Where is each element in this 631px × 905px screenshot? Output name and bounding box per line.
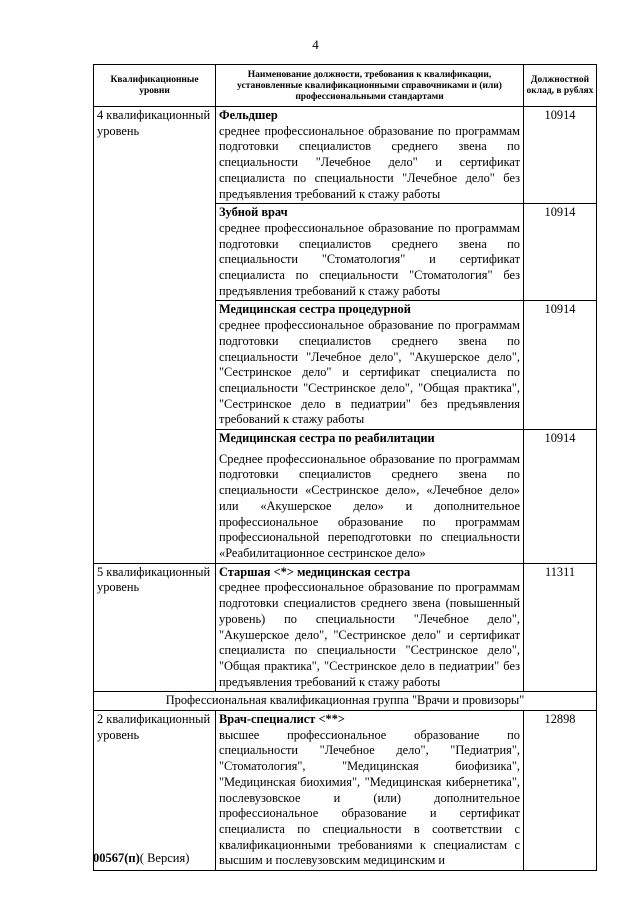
- header-levels: Квалификационные уровни: [94, 65, 216, 107]
- position-title: Зубной врач: [219, 205, 288, 220]
- position-cell: [216, 204, 524, 301]
- group-title: Профессиональная квалификационная группа "Врачи и провизоры": [94, 692, 597, 711]
- salary-cell: 12898: [524, 711, 597, 871]
- position-requirements: среднее профессиональное образование по программам подготовки специалистов среднего звена по специальности "Лечебное дело" и сертификат специалиста по специальности "Лечебное дело" без предъявления требований к стажу работы: [219, 123, 520, 201]
- table-row: [94, 563, 597, 692]
- position-requirements: среднее профессиональное образование по программам подготовки специалистов среднего звена (повышенный уровень) по специальности "Лечебное дело", "Акушерское дело", "Сестринское дело" и сертификат специалиста по специальности "Сестринское дело", "Общая практика", "Сестринское дело в педиатрии" без предъявления требований к стажу работы: [219, 580, 520, 689]
- position-title: Врач-специалист <**>: [219, 712, 345, 727]
- level-cell: 4 квалификационный уровень: [94, 107, 216, 564]
- group-title-row: [94, 692, 597, 711]
- position-title: Медицинская сестра по реабилитации: [219, 431, 435, 446]
- position-cell: [216, 430, 524, 564]
- position-requirements: высшее профессиональное образование по специальности "Лечебное дело", "Педиатрия", "Стоматология", "Медицинская биофизика", "Медицинская биохимия", "Медицинская кибернетика", послевузовское и (или) дополнительное профессиональное образование и сертификат специалиста по специальности в соответствии с квалификационными требованиями к специалистам с высшим и послевузовским медицинским и: [219, 727, 520, 868]
- level-cell: 5 квалификационный уровень: [94, 563, 216, 692]
- table-row: [94, 711, 597, 871]
- salary-cell: 10914: [524, 204, 597, 301]
- position-title: Фельдшер: [219, 108, 278, 122]
- level-cell: 2 квалификационный уровень: [94, 711, 216, 871]
- position-cell: [216, 711, 524, 871]
- header-position: Наименование должности, требования к квалификации, установленные квалификационными справочниками и (или) профессиональными стандартами: [216, 65, 524, 107]
- page-number: 4: [312, 37, 319, 52]
- table-row: [94, 107, 597, 204]
- document-footer: [93, 851, 189, 866]
- qualification-table: [93, 64, 597, 871]
- position-requirements: среднее профессиональное образование по программам подготовки специалистов среднего звена по специальности "Лечебное дело", "Акушерское дело", "Сестринское дело" и сертификат специалиста по специальности "Сестринское дело", "Общая практика", "Сестринское дело в педиатрии" без предъявления требований к стажу работы: [219, 318, 520, 427]
- header-salary: Должностной оклад, в рублях: [524, 65, 597, 107]
- position-requirements: среднее профессиональное образование по программам подготовки специалистов среднего звена по специальности "Стоматология" и сертификат специалиста по специальности "Стоматология" без предъявления требований к стажу работы: [219, 220, 520, 298]
- document-version: ( Версия): [139, 851, 190, 865]
- salary-cell: 10914: [524, 107, 597, 204]
- position-title: Старшая <*> медицинская сестра: [219, 564, 411, 579]
- document-code: 00567(п): [93, 851, 140, 865]
- salary-cell: 10914: [524, 301, 597, 430]
- position-cell: [216, 107, 524, 204]
- salary-cell: 11311: [524, 563, 597, 692]
- table-header-row: [94, 65, 597, 107]
- position-cell: [216, 563, 524, 692]
- position-requirements: Среднее профессиональное образование по программам подготовки специалистов среднего звена по специальности «Сестринское дело», «Лечебное дело» или «Акушерское дело» и дополнительное профессиональное образование по программам профессиональной переподготовки по специальности «Реабилитационное сестринское дело»: [219, 451, 520, 560]
- salary-cell: 10914: [524, 430, 597, 564]
- position-cell: [216, 301, 524, 430]
- position-title: Медицинская сестра процедурной: [219, 302, 411, 317]
